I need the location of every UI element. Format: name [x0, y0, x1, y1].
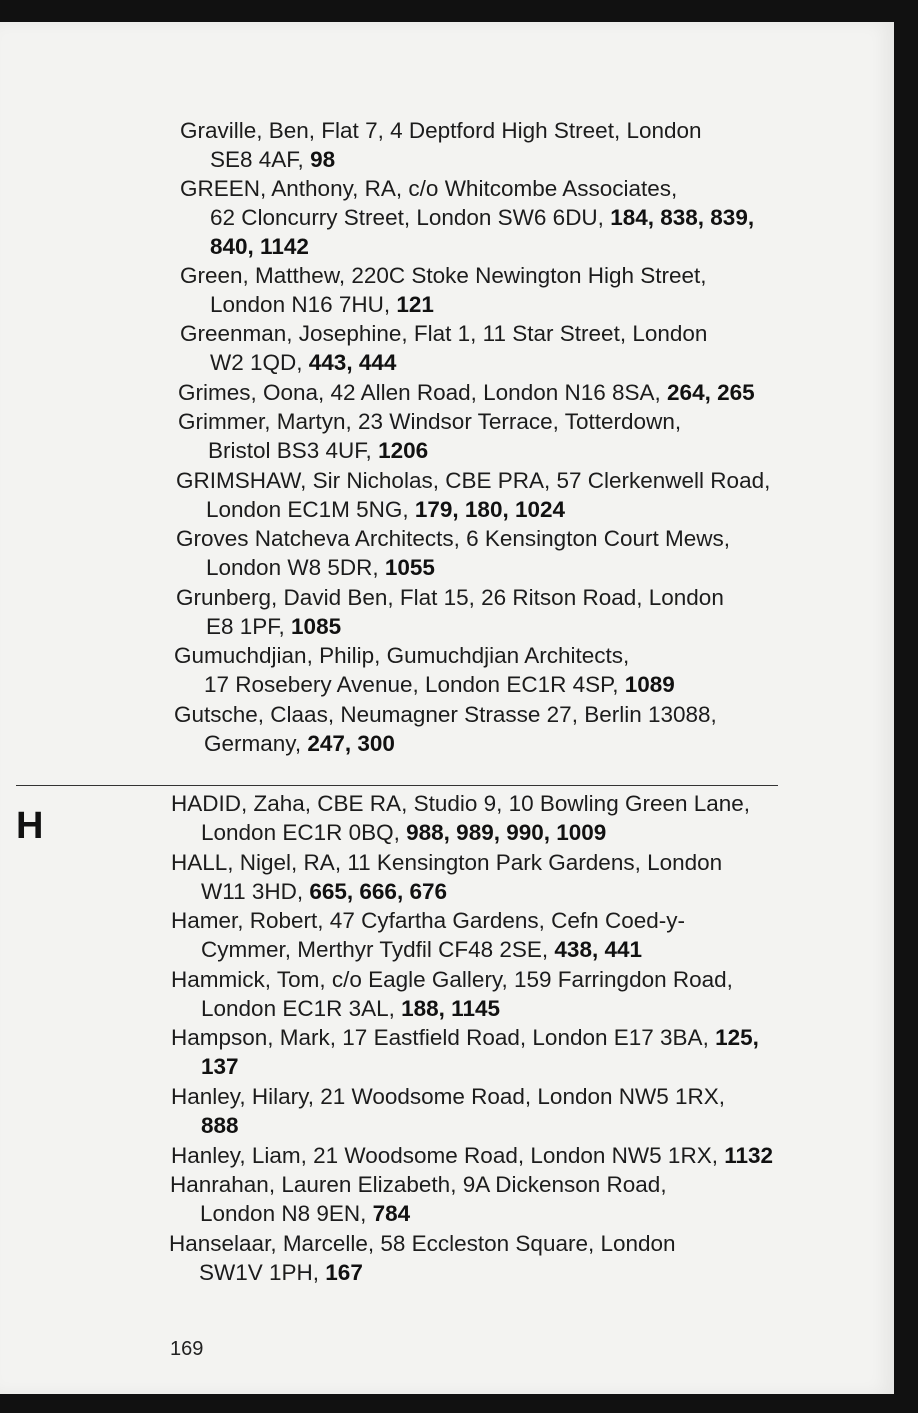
index-entry: Green, Matthew, 220C Stoke Newington High Street, London N16 7HU, 121 — [180, 263, 707, 317]
index-entry: Grunberg, David Ben, Flat 15, 26 Ritson Road, London E8 1PF, 1085 — [176, 585, 724, 639]
index-entry: Gumuchdjian, Philip, Gumuchdjian Architects, 17 Rosebery Avenue, London EC1R 4SP, 1089 — [174, 643, 675, 697]
index-entry: Hamer, Robert, 47 Cyfartha Gardens, Cefn Coed-y- Cymmer, Merthyr Tydfil CF48 2SE, 438, 441 — [171, 908, 685, 962]
index-entry: GREEN, Anthony, RA, c/o Whitcombe Associates, 62 Cloncurry Street, London SW6 6DU, 184, 838, 839, 840, 1142 — [180, 176, 755, 259]
page-number: 169 — [170, 1338, 204, 1360]
index-entry: Hanselaar, Marcelle, 58 Eccleston Square, London SW1V 1PH, 167 — [169, 1231, 676, 1285]
index-entry: Grimes, Oona, 42 Allen Road, London N16 8SA, 264, 265 — [178, 380, 755, 405]
index-entry: Hanley, Hilary, 21 Woodsome Road, London NW5 1RX, 888 — [171, 1084, 726, 1138]
index-entry: HADID, Zaha, CBE RA, Studio 9, 10 Bowling Green Lane, London EC1R 0BQ, 988, 989, 990, 1009 — [171, 791, 751, 845]
index-entry: Grimmer, Martyn, 23 Windsor Terrace, Totterdown, Bristol BS3 4UF, 1206 — [178, 409, 682, 463]
index-entry: Hampson, Mark, 17 Eastfield Road, London E17 3BA, 125, 137 — [171, 1025, 759, 1079]
index-entry: HALL, Nigel, RA, 11 Kensington Park Gardens, London W11 3HD, 665, 666, 676 — [171, 850, 723, 904]
book-page — [0, 22, 894, 1394]
index-entry: Gutsche, Claas, Neumagner Strasse 27, Berlin 13088, Germany, 247, 300 — [174, 702, 717, 756]
index-entry: Graville, Ben, Flat 7, 4 Deptford High Street, London SE8 4AF, 98 — [180, 118, 702, 172]
index-entry: Hanley, Liam, 21 Woodsome Road, London NW5 1RX, 1132 — [171, 1143, 774, 1168]
index-entry: Hammick, Tom, c/o Eagle Gallery, 159 Farringdon Road, London EC1R 3AL, 188, 1145 — [171, 967, 733, 1021]
section-divider — [16, 785, 778, 786]
index-entry: Hanrahan, Lauren Elizabeth, 9A Dickenson Road, London N8 9EN, 784 — [170, 1172, 667, 1226]
index-entry: Greenman, Josephine, Flat 1, 11 Star Street, London W2 1QD, 443, 444 — [180, 321, 708, 375]
section-letter: H — [16, 805, 44, 847]
index-entry: GRIMSHAW, Sir Nicholas, CBE PRA, 57 Clerkenwell Road, London EC1M 5NG, 179, 180, 1024 — [176, 468, 771, 522]
index-entry: Groves Natcheva Architects, 6 Kensington Court Mews, London W8 5DR, 1055 — [176, 526, 730, 580]
